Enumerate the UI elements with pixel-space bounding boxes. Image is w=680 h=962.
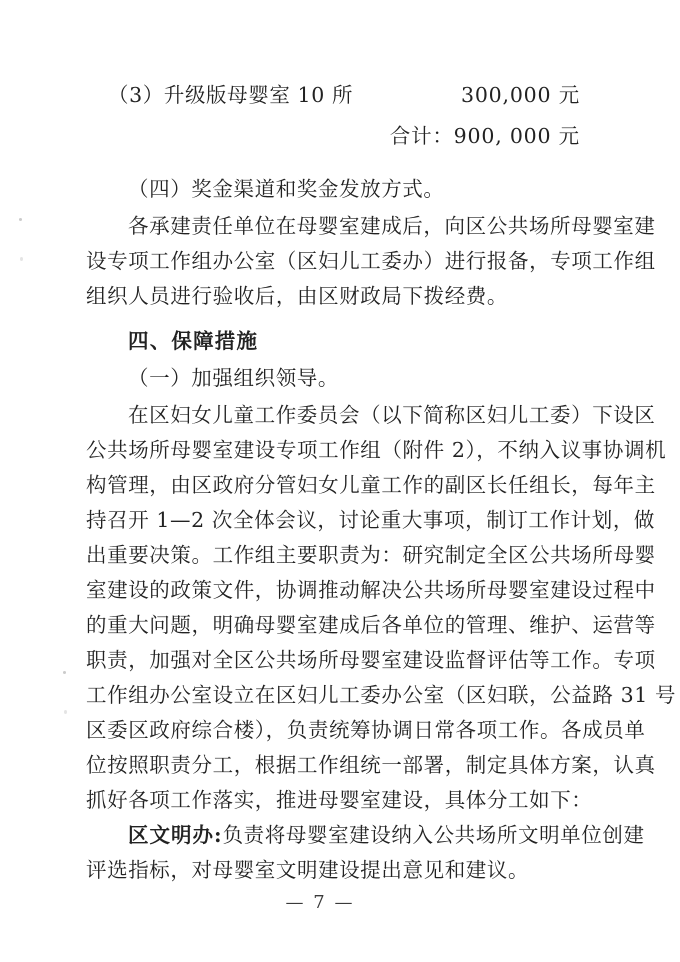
budget-total-amount: 合计：900, 000 元 bbox=[389, 124, 580, 148]
paragraph-line: 工作组办公室设立在区妇儿工委办公室（区妇联，公益路 31 号 bbox=[86, 683, 677, 707]
scan-speckle bbox=[19, 218, 22, 221]
paragraph-line: 出重要决策。工作组主要职责为：研究制定全区公共场所母婴 bbox=[86, 543, 656, 567]
section-heading-four: 四、保障措施 bbox=[128, 329, 259, 353]
budget-line-item bbox=[86, 78, 586, 113]
scan-speckle bbox=[63, 671, 66, 674]
subsection-four-heading: （四）奖金渠道和奖金发放方式。 bbox=[128, 177, 445, 201]
paragraph-line: 各承建责任单位在母婴室建成后，向区公共场所母婴室建 bbox=[128, 214, 656, 238]
budget-total-row bbox=[86, 119, 586, 154]
paragraph-line: 在区妇女儿童工作委员会（以下简称区妇儿工委）下设区 bbox=[128, 403, 656, 427]
subsection-one-paragraph bbox=[86, 398, 677, 818]
paragraph-line: 位按照职责分工，根据工作组统一部署，制定具体方案，认真 bbox=[86, 753, 656, 777]
paragraph-line: 公共场所母婴室建设专项工作组（附件 2），不纳入议事协调机 bbox=[86, 438, 667, 462]
paragraph-line: 组织人员进行验收后，由区财政局下拨经费。 bbox=[86, 284, 508, 308]
page-footer bbox=[0, 892, 680, 913]
document-body bbox=[86, 78, 677, 888]
duty-first-line-text: 负责将母婴室建设纳入公共场所文明单位创建 bbox=[222, 823, 645, 847]
duty-first-line bbox=[86, 818, 645, 853]
paragraph-line: 设专项工作组办公室（区妇儿工委办）进行报备，专项工作组 bbox=[86, 249, 656, 273]
paragraph-line: 的重大问题，明确母婴室建成后各单位的管理、维护、运营等 bbox=[86, 613, 656, 637]
duty-assignment-wenmingban bbox=[86, 818, 645, 888]
paragraph-line: 持召开 1—2 次全体会议，讨论重大事项，制订工作计划，做 bbox=[86, 508, 656, 532]
subsection-four-paragraph bbox=[86, 209, 656, 314]
scan-speckle bbox=[20, 257, 23, 261]
duty-org-label: 区文明办: bbox=[128, 823, 223, 847]
paragraph-line: 抓好各项工作落实，推进母婴室建设，具体分工如下： bbox=[86, 788, 593, 812]
paragraph-line: 构管理，由区政府分管妇女儿童工作的副区长任组长，每年主 bbox=[86, 473, 656, 497]
budget-item-amount: 300,000 元 bbox=[461, 83, 580, 107]
paragraph-line: 区委区政府综合楼），负责统筹协调日常各项工作。各成员单 bbox=[86, 718, 646, 742]
page-number: — 7 — bbox=[285, 892, 355, 913]
scan-speckle bbox=[64, 710, 67, 714]
duty-second-line: 评选指标，对母婴室文明建设提出意见和建议。 bbox=[86, 858, 530, 882]
budget-item-label: （3）升级版母婴室 10 所 bbox=[108, 83, 354, 107]
paragraph-line: 室建设的政策文件，协调推动解决公共场所母婴室建设过程中 bbox=[86, 578, 656, 602]
subsection-one-heading: （一）加强组织领导。 bbox=[128, 366, 339, 390]
paragraph-line: 职责，加强对全区公共场所母婴室建设监督评估等工作。专项 bbox=[86, 648, 656, 672]
